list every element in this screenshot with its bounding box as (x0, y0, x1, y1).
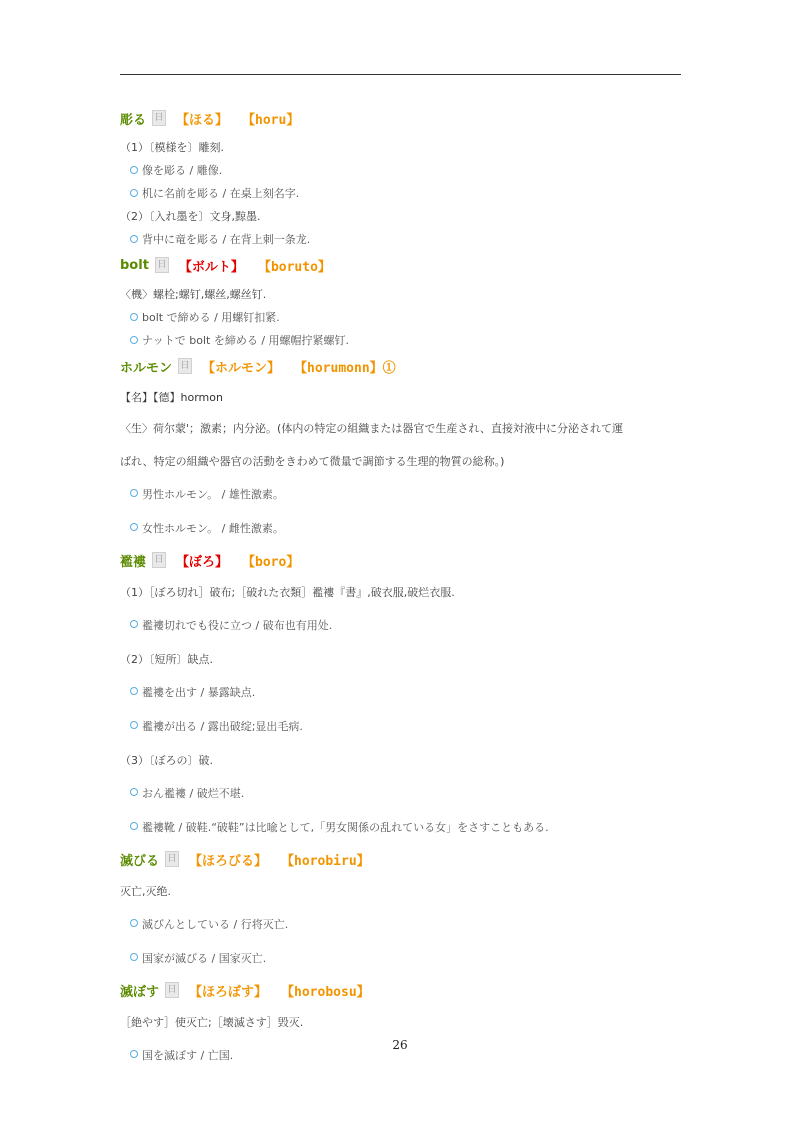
entry-header (120, 847, 690, 871)
romaji-reading: 【horumonn】① (294, 360, 396, 376)
example-line: 女性ホルモン。 / 雌性激素。 (120, 512, 690, 546)
entry-header (120, 106, 690, 130)
header-rule (120, 74, 681, 75)
part-of-speech: 【名】【德】hormon (120, 391, 223, 404)
dictionary-entry (120, 847, 690, 976)
sense-line: 灭亡,灭绝. (120, 885, 171, 898)
kana-reading: 【ぼろ】 (176, 554, 229, 570)
bullet-icon (130, 919, 138, 927)
bullet-icon (130, 189, 138, 197)
example-line: 背中に竜を彫る / 在背上刺一条龙. (120, 228, 690, 251)
example-line: 机に名前を彫る / 在桌上刻名字. (120, 182, 690, 205)
bullet-icon (130, 687, 138, 695)
example-line: 国を滅ぼす / 亡国. (120, 1039, 690, 1073)
entry-header (120, 253, 690, 277)
dictionary-entry (120, 106, 690, 251)
headword: 滅びる (120, 853, 160, 869)
bullet-icon (130, 822, 138, 830)
headword: ホルモン (120, 360, 173, 376)
page-number: 26 (392, 1038, 408, 1052)
sense-line: （1）〔模様を〕雕刻. (120, 141, 224, 154)
japanese-dictionary-icon: 日 (155, 257, 169, 273)
bullet-icon (130, 620, 138, 628)
japanese-dictionary-icon: 日 (152, 110, 166, 126)
bullet-icon (130, 235, 138, 243)
headword: 滅ぼす (120, 984, 160, 1000)
bullet-icon (130, 336, 138, 344)
romaji-reading: 【horobosu】 (281, 984, 370, 1000)
kana-reading: 【ホルモン】 (202, 360, 281, 376)
example-line: 襤褸を出す / 暴露缺点. (120, 676, 690, 710)
bullet-icon (130, 721, 138, 729)
dictionary-page (120, 104, 690, 1073)
sense-line: （2）〔入れ墨を〕文身,黥墨. (120, 210, 261, 223)
sense-line: 〈生〉荷尔蒙'；激素；内分泌。(体内の特定の組織または器官で生産され、直接対液中に分泌されて運 (120, 422, 623, 435)
sense-line: ［絶やす］使灭亡;［壊滅さす］毁灭. (120, 1016, 304, 1029)
bullet-icon (130, 313, 138, 321)
bullet-icon (130, 166, 138, 174)
dictionary-entry (120, 548, 690, 845)
headword: bolt (120, 257, 149, 273)
romaji-reading: 【boruto】 (257, 259, 331, 275)
japanese-dictionary-icon: 日 (165, 982, 179, 998)
bullet-icon (130, 489, 138, 497)
kana-reading: 【ほる】 (176, 112, 229, 128)
japanese-dictionary-icon: 日 (165, 851, 179, 867)
sense-line: （1）［ぼろ切れ］破布;［破れた衣類］襤褸『書』,破衣服,破烂衣服. (120, 586, 455, 599)
dictionary-entry (120, 978, 690, 1073)
example-line: 国家が滅びる / 国家灭亡. (120, 942, 690, 976)
example-line: 襤褸切れでも役に立つ / 破布也有用处. (120, 609, 690, 643)
entry-header (120, 548, 690, 572)
japanese-dictionary-icon: 日 (152, 552, 166, 568)
kana-reading: 【ほろぼす】 (189, 984, 268, 1000)
dictionary-entry (120, 253, 690, 352)
example-line: 滅びんとしている / 行将灭亡. (120, 908, 690, 942)
headword: 彫る (120, 112, 147, 128)
example-line: 男性ホルモン。 / 雄性激素。 (120, 478, 690, 512)
example-line: ナットで bolt を締める / 用螺帽拧紧螺钉. (120, 329, 690, 352)
sense-line: （2）〔短所〕缺点. (120, 653, 213, 666)
romaji-reading: 【horu】 (242, 112, 300, 128)
example-line: bolt で締める / 用螺钉扣紧. (120, 306, 690, 329)
example-line: おん襤褸 / 破烂不堪. (120, 777, 690, 811)
entry-header (120, 978, 690, 1002)
sense-line: ばれ、特定の組織や器官の活動をきわめて微量で調節する生理的物質の総称。) (120, 455, 505, 468)
dictionary-entry (120, 354, 690, 546)
romaji-reading: 【boro】 (242, 554, 300, 570)
sense-line: （3）〔ぼろの〕破. (120, 754, 213, 767)
bullet-icon (130, 953, 138, 961)
entry-header (120, 354, 690, 378)
japanese-dictionary-icon: 日 (178, 358, 192, 374)
kana-reading: 【ほろびる】 (189, 853, 268, 869)
sense-line: 〈機〉螺栓;螺钉,螺丝,螺丝钉. (120, 288, 267, 301)
headword: 襤褸 (120, 554, 147, 570)
example-line: 襤褸靴 / 破鞋.“破鞋”は比喩として,「男女関係の乱れている女」をさすこともある. (120, 811, 690, 845)
romaji-reading: 【horobiru】 (281, 853, 370, 869)
example-line: 像を彫る / 雕像. (120, 159, 690, 182)
example-line: 襤褸が出る / 露出破绽;显出毛病. (120, 710, 690, 744)
bullet-icon (130, 523, 138, 531)
bullet-icon (130, 788, 138, 796)
kana-reading: 【ボルト】 (178, 259, 244, 275)
